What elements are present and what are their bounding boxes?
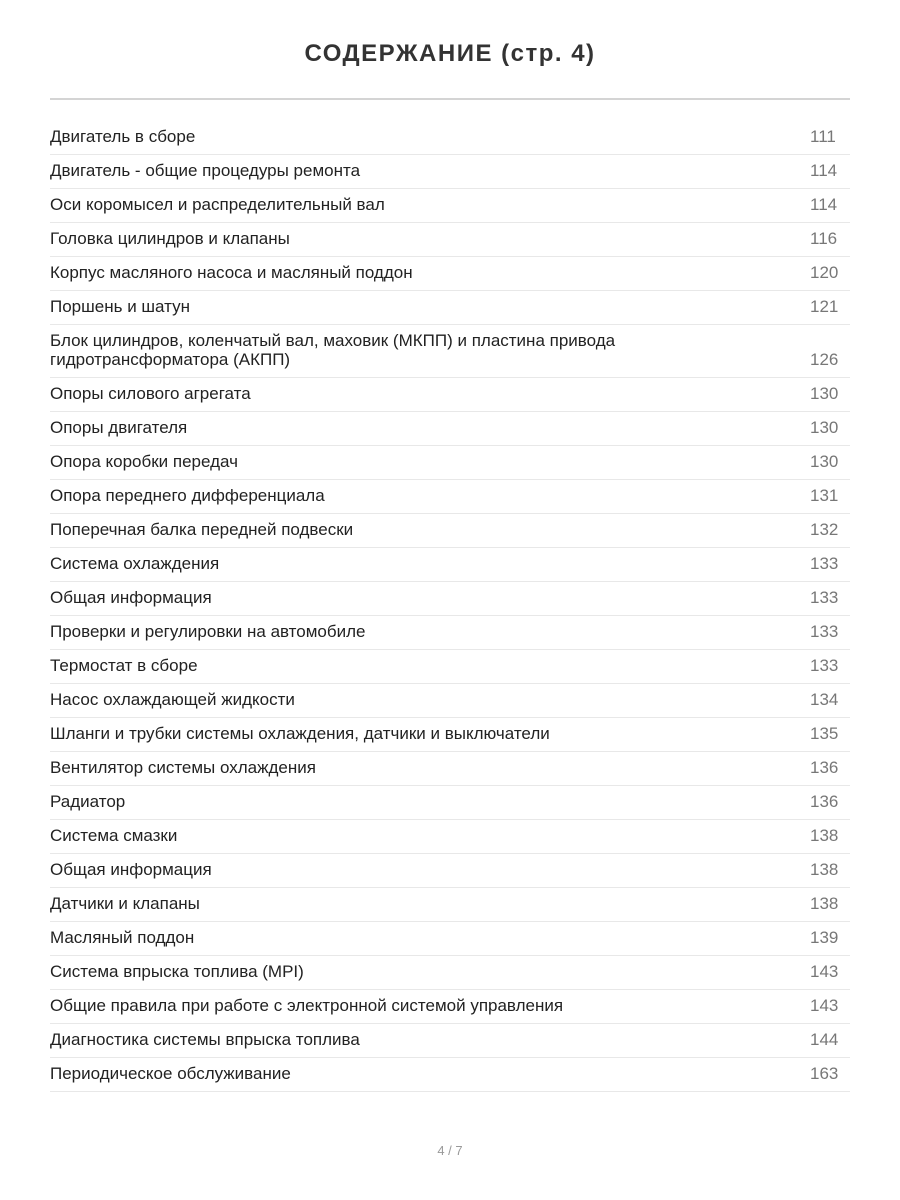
toc-entry-page-number: 130	[810, 418, 839, 437]
page-title: СОДЕРЖАНИЕ (стр. 4)	[304, 40, 596, 67]
toc-entry[interactable]	[50, 888, 850, 922]
toc-entry-page-number: 144	[810, 1030, 839, 1049]
toc-entry-title[interactable]: Насос охлаждающей жидкости	[50, 690, 295, 709]
toc-entry-page-number: 111	[810, 127, 836, 146]
toc-entry[interactable]	[50, 684, 850, 718]
toc-entry[interactable]	[50, 1058, 850, 1092]
toc-entry-title[interactable]: Вентилятор системы охлаждения	[50, 758, 316, 777]
toc-entry-page-number: 139	[810, 928, 839, 947]
toc-entry[interactable]	[50, 514, 850, 548]
toc-entry[interactable]	[50, 412, 850, 446]
toc-entry-page-number: 131	[810, 486, 839, 505]
toc-entry[interactable]	[50, 616, 850, 650]
toc-entry-page-number: 114	[810, 161, 838, 180]
toc-entry-title[interactable]: Головка цилиндров и клапаны	[50, 229, 290, 248]
toc-entry-page-number: 121	[810, 297, 839, 316]
toc-entry-title[interactable]: Опора коробки передач	[50, 452, 238, 471]
toc-entry-title[interactable]: Общие правила при работе с электронной системой управления	[50, 996, 564, 1015]
toc-entry-title[interactable]: Оси коромысел и распределительный вал	[50, 195, 385, 214]
toc-entry-page-number: 132	[810, 520, 839, 539]
toc-entry-title[interactable]: Шланги и трубки системы охлаждения, датчики и выключатели	[50, 724, 550, 743]
toc-entry-page-number: 114	[810, 195, 838, 214]
toc-entry-title[interactable]: Блок цилиндров, коленчатый вал, маховик (МКПП) и пластина привода гидротрансформатора (АКПП)	[50, 331, 616, 369]
toc-entry-page-number: 163	[810, 1064, 839, 1083]
toc-list	[50, 121, 850, 1092]
toc-entry-title[interactable]: Периодическое обслуживание	[50, 1064, 291, 1083]
toc-entry-page-number: 138	[810, 860, 839, 879]
toc-entry-title[interactable]: Двигатель - общие процедуры ремонта	[50, 161, 361, 180]
title-divider	[50, 98, 850, 100]
toc-entry[interactable]	[50, 956, 850, 990]
toc-entry-title[interactable]: Масляный поддон	[50, 928, 195, 947]
toc-entry-page-number: 133	[810, 656, 839, 675]
toc-entry-page-number: 134	[810, 690, 839, 709]
toc-entry-page-number: 138	[810, 826, 839, 845]
toc-entry[interactable]	[50, 718, 850, 752]
toc-entry-title[interactable]: Система впрыска топлива (MPI)	[50, 962, 304, 981]
toc-entry[interactable]	[50, 1024, 850, 1058]
toc-entry-page-number: 135	[810, 724, 839, 743]
toc-entry[interactable]	[50, 752, 850, 786]
toc-entry[interactable]	[50, 786, 850, 820]
toc-entry-page-number: 130	[810, 384, 839, 403]
toc-entry-title[interactable]: Термостат в сборе	[50, 656, 198, 675]
toc-entry-page-number: 133	[810, 588, 839, 607]
toc-entry[interactable]	[50, 650, 850, 684]
toc-entry-title[interactable]: Опора переднего дифференциала	[50, 486, 325, 505]
toc-entry[interactable]	[50, 257, 850, 291]
toc-entry[interactable]	[50, 480, 850, 514]
toc-entry-title[interactable]: Диагностика системы впрыска топлива	[50, 1030, 360, 1049]
toc-entry-page-number: 136	[810, 792, 839, 811]
toc-entry-page-number: 133	[810, 554, 839, 573]
toc-entry-title[interactable]: Поперечная балка передней подвески	[50, 520, 354, 539]
toc-entry-title[interactable]: Корпус масляного насоса и масляный поддон	[50, 263, 413, 282]
page-number-footer: 4 / 7	[437, 1143, 463, 1158]
toc-entry-page-number: 130	[810, 452, 839, 471]
toc-entry[interactable]	[50, 990, 850, 1024]
toc-entry-title[interactable]: Датчики и клапаны	[50, 894, 200, 913]
toc-entry[interactable]	[50, 854, 850, 888]
toc-entry-page-number: 136	[810, 758, 839, 777]
toc-entry-title[interactable]: Общая информация	[50, 588, 212, 607]
toc-entry[interactable]	[50, 820, 850, 854]
toc-entry-page-number: 143	[810, 996, 839, 1015]
toc-entry[interactable]	[50, 155, 850, 189]
toc-entry-title[interactable]: Общая информация	[50, 860, 212, 879]
toc-entry[interactable]	[50, 291, 850, 325]
toc-entry-title[interactable]: Двигатель в сборе	[50, 127, 196, 146]
toc-entry[interactable]	[50, 922, 850, 956]
toc-entry-title[interactable]: Опоры силового агрегата	[50, 384, 251, 403]
toc-entry[interactable]	[50, 548, 850, 582]
toc-entry-title[interactable]: Радиатор	[50, 792, 126, 811]
toc-entry-page-number: 116	[810, 229, 838, 248]
toc-entry-title[interactable]: Поршень и шатун	[50, 297, 190, 316]
toc-entry[interactable]	[50, 378, 850, 412]
toc-entry-title[interactable]: Проверки и регулировки на автомобиле	[50, 622, 366, 641]
toc-entry-page-number: 138	[810, 894, 839, 913]
toc-entry-title[interactable]: Опоры двигателя	[50, 418, 188, 437]
toc-entry-title[interactable]: Система охлаждения	[50, 554, 220, 573]
toc-entry[interactable]	[50, 446, 850, 480]
toc-entry[interactable]	[50, 325, 850, 378]
toc-entry[interactable]	[50, 223, 850, 257]
toc-entry-title[interactable]: Система смазки	[50, 826, 178, 845]
toc-entry[interactable]	[50, 582, 850, 616]
toc-entry[interactable]	[50, 121, 850, 155]
toc-entry[interactable]	[50, 189, 850, 223]
toc-entry-page-number: 126	[810, 350, 839, 369]
toc-entry-page-number: 133	[810, 622, 839, 641]
toc-entry-page-number: 143	[810, 962, 839, 981]
toc-entry-page-number: 120	[810, 263, 839, 282]
